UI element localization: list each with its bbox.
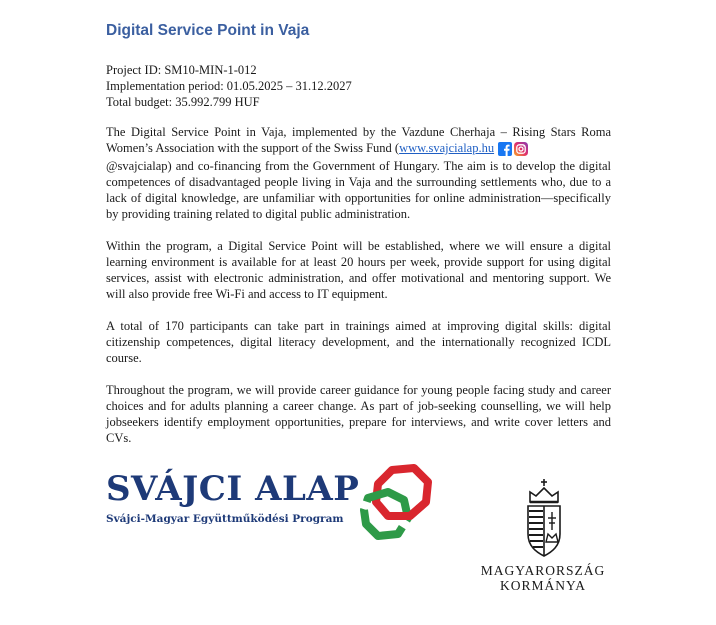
swiss-fund-logo-subtitle: Svájci-Magyar Együttműködési Program (106, 513, 344, 525)
paragraph-4: Throughout the program, we will provide career guidance for young people facing study and career choices and for adults planning a career change. As part of job-seeking counselling, we will help jobseekers identify employment opportunities, prepare for interviews, and write cover letters and CVs. (106, 383, 611, 445)
body-text (106, 124, 611, 462)
paragraph-3: A total of 170 participants can take part in trainings aimed at improving digital skills: digital citizenship competences, digital literacy development, and the internationally recognized ICDL course. (106, 319, 611, 365)
project-id: Project ID: SM10-MIN-1-012 (106, 63, 257, 77)
hungarian-coat-of-arms-icon (522, 478, 566, 560)
swiss-hungarian-rings-icon (358, 464, 438, 542)
implementation-period: Implementation period: 01.05.2025 – 31.12.2027 (106, 79, 352, 93)
project-meta (106, 62, 352, 110)
paragraph-2: Within the program, a Digital Service Point will be established, where we will ensure a digital learning environment is available for at least 20 hours per week, provide support for using digital services, assist with electronic administration, and offer motivational and mentoring support. We will also provide free Wi-Fi and access to IT equipment. (106, 239, 611, 301)
total-budget: Total budget: 35.992.799 HUF (106, 95, 260, 109)
paragraph-1 (106, 124, 611, 222)
social-icons (498, 142, 528, 158)
hungarian-government-logo (478, 563, 608, 593)
paragraph-1-part2: @svajcialap) and co-financing from the Government of Hungary. The aim is to develop the digital competences of disadvantaged people living in Vaja and the surrounding settlements who, due to a lack of digital knowledge, are unfamiliar with opportunities for online administration—specifically by providing training related to digital public administration. (106, 159, 611, 221)
page-title: Digital Service Point in Vaja (106, 22, 310, 39)
paragraph-1-part1: The Digital Service Point in Vaja, implemented by the Vazdune Cherhaja – Rising Stars Roma Women’s Association with the support of the Swiss Fund ( (106, 125, 611, 155)
instagram-icon[interactable] (514, 142, 528, 156)
swiss-fund-logo (106, 469, 359, 525)
facebook-icon[interactable] (498, 142, 512, 156)
swiss-fund-logo-title: SVÁJCI ALAP (106, 469, 360, 509)
svajcialap-link[interactable]: www.svajcialap.hu (399, 141, 495, 155)
gov-logo-line-2: KORMÁNYA (499, 578, 586, 593)
gov-logo-line-1: MAGYARORSZÁG (480, 563, 606, 578)
